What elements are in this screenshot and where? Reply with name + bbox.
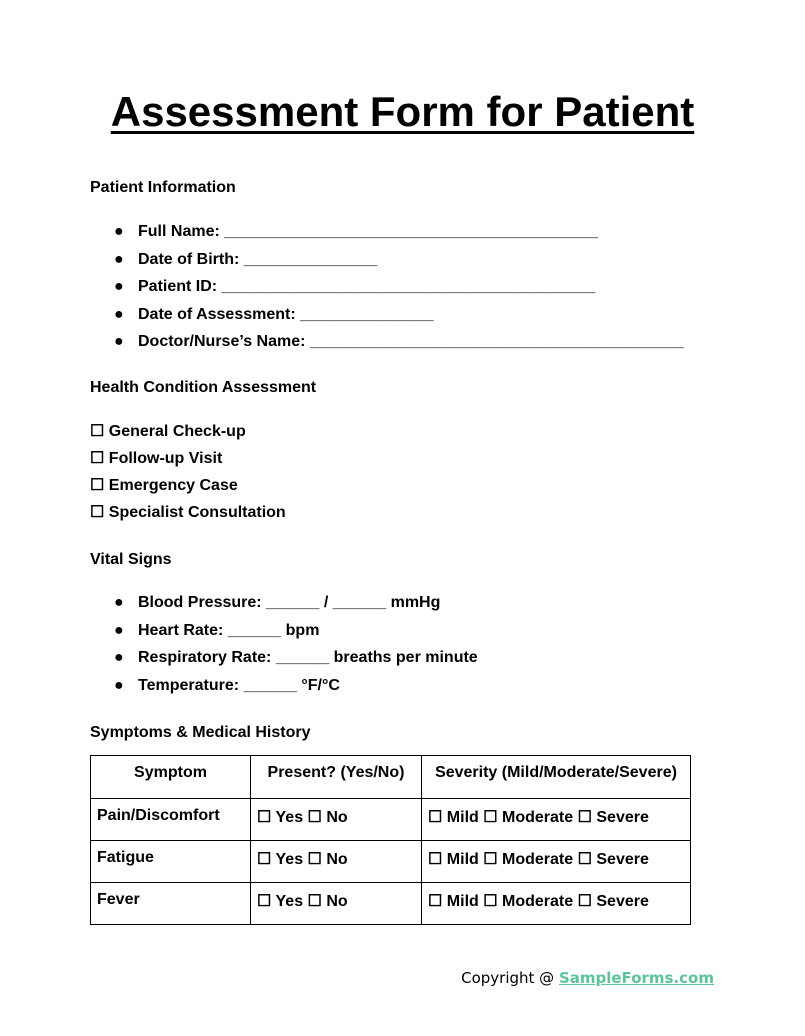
checkbox-specialist[interactable]: ☐ Specialist Consultation (90, 504, 286, 521)
checkbox-follow-up[interactable]: ☐ Follow-up Visit (90, 450, 223, 467)
vitals-heading: Vital Signs (90, 551, 172, 568)
symptom-cell: Fever (91, 883, 251, 925)
field-full-name: Full Name: __________________________________________ (138, 223, 598, 240)
table-header (91, 756, 691, 799)
checkbox-emergency[interactable]: ☐ Emergency Case (90, 477, 238, 494)
patient-info-list (114, 223, 684, 361)
severity-cell[interactable]: ☐ Mild ☐ Moderate ☐ Severe (422, 883, 691, 925)
checkbox-general-checkup[interactable]: ☐ General Check-up (90, 423, 246, 440)
header-symptom: Symptom (91, 756, 251, 799)
field-temperature: Temperature: ______ °F/°C (138, 676, 340, 694)
field-blood-pressure: Blood Pressure: ______ / ______ mmHg (138, 594, 441, 611)
list-item[interactable]: ● Heart Rate: ______ bpm (114, 621, 320, 639)
table-row (91, 883, 691, 925)
present-cell[interactable]: ☐ Yes ☐ No (251, 841, 422, 883)
field-respiratory-rate: Respiratory Rate: ______ breaths per minute (138, 649, 478, 666)
list-item[interactable]: ● Blood Pressure: ______ / ______ mmHg (114, 594, 441, 611)
severity-cell[interactable]: ☐ Mild ☐ Moderate ☐ Severe (422, 799, 691, 841)
table-row (91, 841, 691, 883)
list-item[interactable]: ● Date of Birth: _______________ (114, 250, 378, 268)
field-patient-id: Patient ID: __________________________________________ (138, 278, 596, 295)
field-heart-rate: Heart Rate: ______ bpm (138, 621, 320, 639)
list-item[interactable]: ● Doctor/Nurse’s Name: __________________________________________ (114, 333, 684, 350)
severity-cell[interactable]: ☐ Mild ☐ Moderate ☐ Severe (422, 841, 691, 883)
list-item[interactable]: ● Respiratory Rate: ______ breaths per minute (114, 649, 478, 666)
symptoms-table (90, 755, 691, 925)
field-assessment-date: Date of Assessment: _______________ (138, 305, 434, 323)
present-cell[interactable]: ☐ Yes ☐ No (251, 799, 422, 841)
symptoms-heading: Symptoms & Medical History (90, 724, 311, 741)
list-item[interactable]: ● Date of Assessment: _______________ (114, 305, 434, 323)
list-item[interactable]: ● Temperature: ______ °F/°C (114, 676, 340, 694)
page-title: Assessment Form for Patient (110, 88, 695, 135)
list-item[interactable]: ● Patient ID: __________________________________________ (114, 278, 596, 295)
patient-info-heading: Patient Information (90, 179, 236, 196)
health-options (90, 423, 286, 531)
table-row (91, 799, 691, 841)
field-doctor-name: Doctor/Nurse’s Name: __________________________________________ (138, 333, 684, 350)
header-severity: Severity (Mild/Moderate/Severe) (422, 756, 691, 799)
health-heading: Health Condition Assessment (90, 379, 317, 396)
symptom-cell: Fatigue (91, 841, 251, 883)
list-item[interactable]: ● Full Name: __________________________________________ (114, 223, 598, 240)
present-cell[interactable]: ☐ Yes ☐ No (251, 883, 422, 925)
field-dob: Date of Birth: _______________ (138, 250, 378, 268)
copyright-text: Copyright @ (461, 969, 559, 987)
footer-copyright (461, 969, 714, 987)
vitals-list (114, 594, 478, 704)
header-present: Present? (Yes/No) (251, 756, 422, 799)
symptom-cell: Pain/Discomfort (91, 799, 251, 841)
sampleforms-link[interactable]: SampleForms.com (558, 969, 714, 987)
